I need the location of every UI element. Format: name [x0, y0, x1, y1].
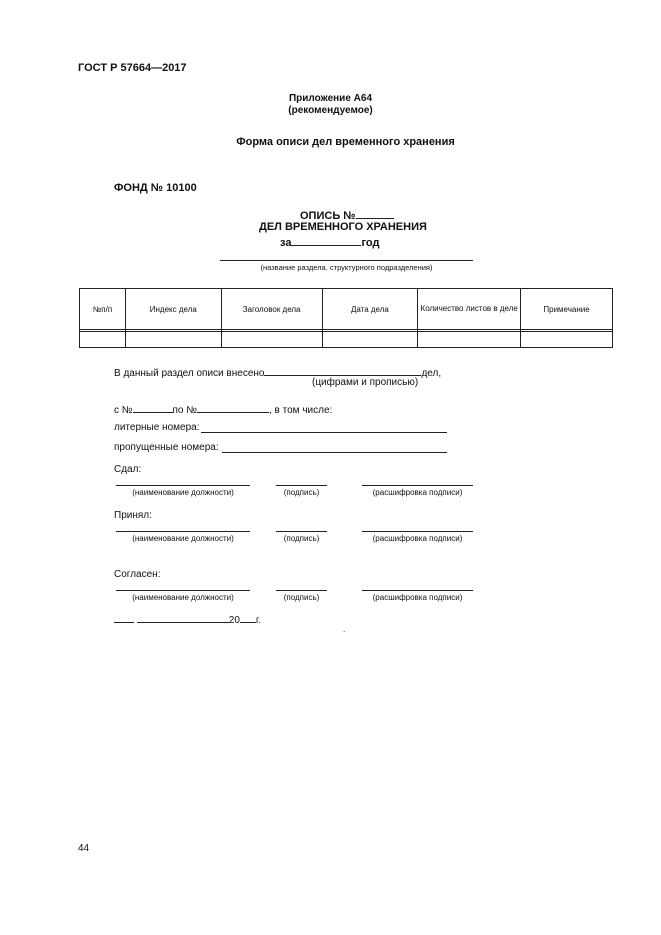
included-caption: (цифрами и прописью)	[312, 377, 419, 388]
column-header: Количество листов в деле	[418, 289, 521, 330]
column-header: Заголовок дела	[221, 289, 322, 330]
inventory-number: ОПИСЬ №	[300, 208, 394, 222]
position-field[interactable]	[116, 485, 250, 486]
appendix-title: Приложение А64	[288, 93, 373, 104]
signature-caption: (подпись)	[283, 534, 320, 543]
date-line: 20 г.	[114, 612, 261, 626]
standard-header: ГОСТ Р 57664—2017	[78, 62, 187, 74]
position-caption: (наименование должности)	[132, 488, 234, 497]
signature-field[interactable]	[276, 485, 327, 486]
column-header: Примечание	[521, 289, 613, 330]
decoding-field[interactable]	[362, 485, 473, 486]
inventory-year: за год	[280, 237, 380, 249]
signature-field[interactable]	[276, 590, 327, 591]
table-row	[80, 332, 613, 348]
from-number-field[interactable]	[133, 402, 173, 413]
fond-number: ФОНД № 10100	[114, 182, 197, 194]
table-cell[interactable]	[221, 332, 322, 348]
column-header: Индекс дела	[125, 289, 221, 330]
decoding-field[interactable]	[362, 590, 473, 591]
section-caption: (название раздела. структурного подразделения)	[260, 263, 433, 272]
table-cell[interactable]	[80, 332, 126, 348]
position-caption: (наименование должности)	[132, 534, 234, 543]
table-cell[interactable]	[125, 332, 221, 348]
form-title: Форма описи дел временного хранения	[236, 136, 455, 148]
day-field[interactable]	[114, 612, 134, 623]
stray-dot: .	[343, 625, 346, 634]
appendix-status: (рекомендуемое)	[288, 105, 373, 116]
letter-numbers-label: литерные номера:	[114, 422, 200, 433]
agreed-label: Согласен:	[114, 569, 161, 580]
signature-caption: (подпись)	[283, 593, 320, 602]
decoding-caption: (расшифровка подписи)	[372, 593, 463, 602]
inventory-table	[79, 288, 613, 348]
position-field[interactable]	[116, 531, 250, 532]
number-range-line: с № по № , в том числе:	[114, 402, 332, 416]
included-count-field[interactable]	[264, 365, 421, 376]
section-name-line	[220, 260, 473, 261]
to-number-field[interactable]	[197, 402, 269, 413]
month-field[interactable]	[137, 612, 229, 623]
missed-numbers-label: пропущенные номера:	[114, 442, 219, 453]
column-header: №п/п	[80, 289, 126, 330]
letter-numbers-field[interactable]	[201, 432, 447, 433]
page-number: 44	[78, 843, 90, 854]
accepted-label: Принял:	[114, 510, 152, 521]
decoding-field[interactable]	[362, 531, 473, 532]
table-cell[interactable]	[418, 332, 521, 348]
signature-field[interactable]	[276, 531, 327, 532]
year-field[interactable]	[240, 612, 256, 623]
signature-caption: (подпись)	[283, 488, 320, 497]
handed-over-label: Сдал:	[114, 464, 142, 475]
inventory-title: ДЕЛ ВРЕМЕННОГО ХРАНЕНИЯ	[259, 221, 427, 233]
decoding-caption: (расшифровка подписи)	[372, 488, 463, 497]
missed-numbers-field[interactable]	[222, 452, 447, 453]
decoding-caption: (расшифровка подписи)	[372, 534, 463, 543]
position-field[interactable]	[116, 590, 250, 591]
position-caption: (наименование должности)	[132, 593, 234, 602]
table-cell[interactable]	[322, 332, 418, 348]
column-header: Дата дела	[322, 289, 418, 330]
table-cell[interactable]	[521, 332, 613, 348]
included-count-line: В данный раздел описи внесено дел,	[114, 365, 441, 379]
